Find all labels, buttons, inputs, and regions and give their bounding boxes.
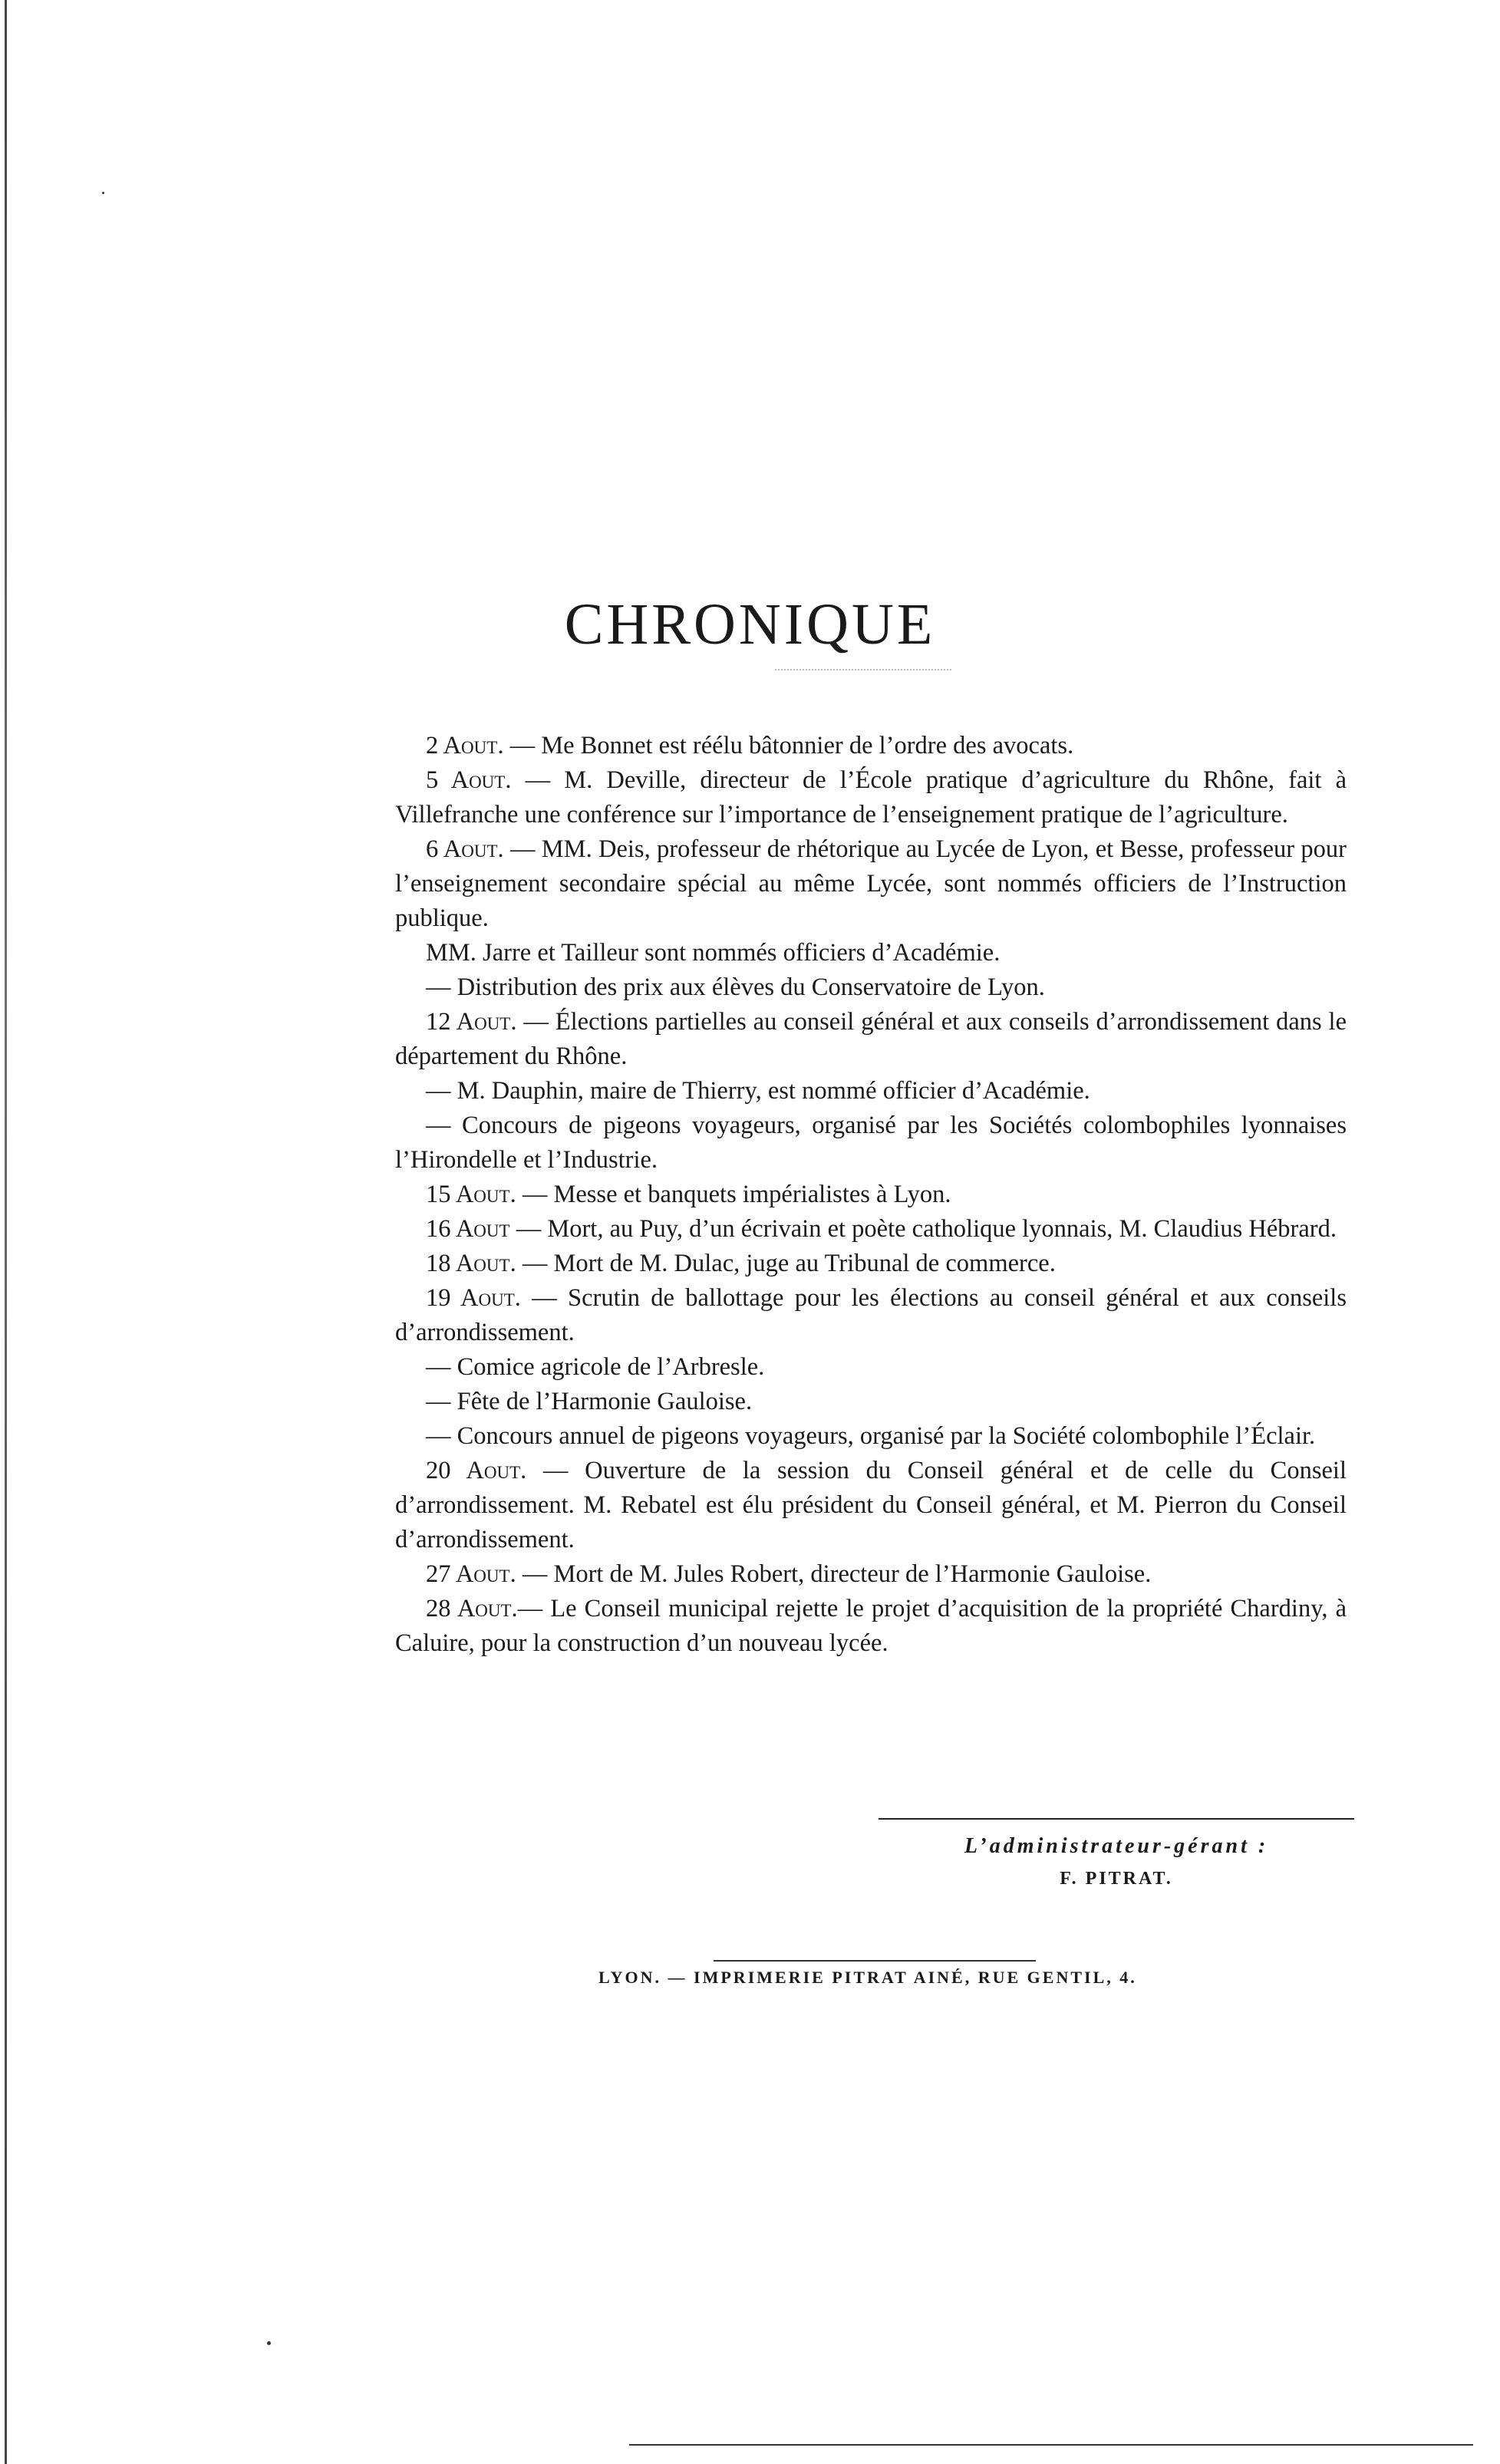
signature-label: L’administrateur-gérant : [964,1834,1269,1858]
entry [395,1350,1347,1385]
entry-text: — Messe et banquets impérialistes à Lyon. [516,1181,951,1208]
entry-text: — Mort de M. Dulac, juge au Tribunal de commerce. [516,1250,1056,1277]
entry-text: — Élections partielles au conseil général et aux conseils d’arrondissement dans le département du Rhône. [395,1008,1347,1070]
entry-text: — Fête de l’Harmonie Gauloise. [426,1388,753,1415]
printer-imprint: LYON. — IMPRIMERIE PITRAT AINÉ, RUE GENTIL, 4. [598,1968,1137,1987]
entry [395,970,1347,1005]
entry [395,763,1347,832]
entry-date: 12 Aout. [426,1008,517,1036]
entry [395,1108,1347,1178]
entry-text: — Scrutin de ballottage pour les élections au conseil général et aux conseils d’arrondissement. [395,1284,1347,1346]
entry-text: — Mort de M. Jules Robert, directeur de l’Harmonie Gauloise. [516,1560,1152,1588]
entry-date: 15 Aout. [426,1181,516,1208]
entry [395,1419,1347,1454]
entry-date: 16 Aout [426,1215,510,1243]
entry-date: 18 Aout. [426,1250,516,1277]
entry-text: — Concours annuel de pigeons voyageurs, organisé par la Société colombophile l’Éclair. [426,1422,1316,1450]
entry [395,1247,1347,1281]
entry [395,1074,1347,1108]
entry [395,1592,1347,1661]
entry-text: — Me Bonnet est réélu bâtonnier de l’ordre des avocats. [503,732,1074,759]
title-ornament [775,669,951,672]
entry [395,1281,1347,1350]
entry-date: 2 Aout. [426,732,504,759]
ink-speck [267,2341,271,2345]
entry [395,1385,1347,1419]
entry [395,832,1347,936]
entry [395,729,1347,763]
entry [395,1005,1347,1074]
page-edge [5,0,7,2464]
page-title: CHRONIQUE [564,591,936,657]
entry-text: — Mort, au Puy, d’un écrivain et poète catholique lyonnais, M. Claudius Hébrard. [509,1215,1337,1243]
entry-text: — Concours de pigeons voyageurs, organisé par les Sociétés colombophiles lyonnaises l’Hirondelle et l’Industrie. [395,1112,1347,1174]
entry [395,1178,1347,1212]
entry-date: 6 Aout. [426,835,504,863]
entry-text: — Ouverture de la session du Conseil général et de celle du Conseil d’arrondissement. M. Rebatel est élu président du Conseil général, et M. Pierron du Conseil d’arrondissement. [395,1457,1347,1553]
entry-date: 20 Aout. [426,1457,527,1484]
entry-text: — Distribution des prix aux élèves du Conservatoire de Lyon. [426,973,1045,1001]
bottom-rule [629,2444,1473,2446]
entry-date: 27 Aout. [426,1560,516,1588]
signature-name: F. PITRAT. [1060,1869,1173,1889]
imprint-rule [714,1960,1036,1962]
entry [395,936,1347,970]
entry [395,1212,1347,1247]
chronicle-body [395,729,1347,1661]
entry-text: — Comice agricole de l’Arbresle. [426,1353,765,1381]
signature-block [879,1818,1354,1895]
entry-text: — Le Conseil municipal rejette le projet d’acquisition de la propriété Chardiny, à Caluire, pour la construction d’un nouveau lycée. [395,1595,1347,1657]
entry-date: 5 Aout. [426,766,512,794]
entry-date: 28 Aout. [426,1595,518,1622]
entry [395,1454,1347,1557]
entry-text: MM. Jarre et Tailleur sont nommés officiers d’Académie. [426,939,1001,967]
entry [395,1557,1347,1592]
entry-date: 19 Aout. [426,1284,521,1312]
entry-text: — M. Dauphin, maire de Thierry, est nommé officier d’Académie. [426,1077,1090,1105]
ink-speck [102,192,104,194]
entry-text: — M. Deville, directeur de l’École pratique d’agriculture du Rhône, fait à Villefranche une conférence sur l’importance de l’enseignement pratique de l’agriculture. [395,766,1347,828]
entry-text: — MM. Deis, professeur de rhétorique au Lycée de Lyon, et Besse, professeur pour l’enseignement secondaire spécial au même Lycée, sont nommés officiers de l’Instruction publique. [395,835,1347,932]
